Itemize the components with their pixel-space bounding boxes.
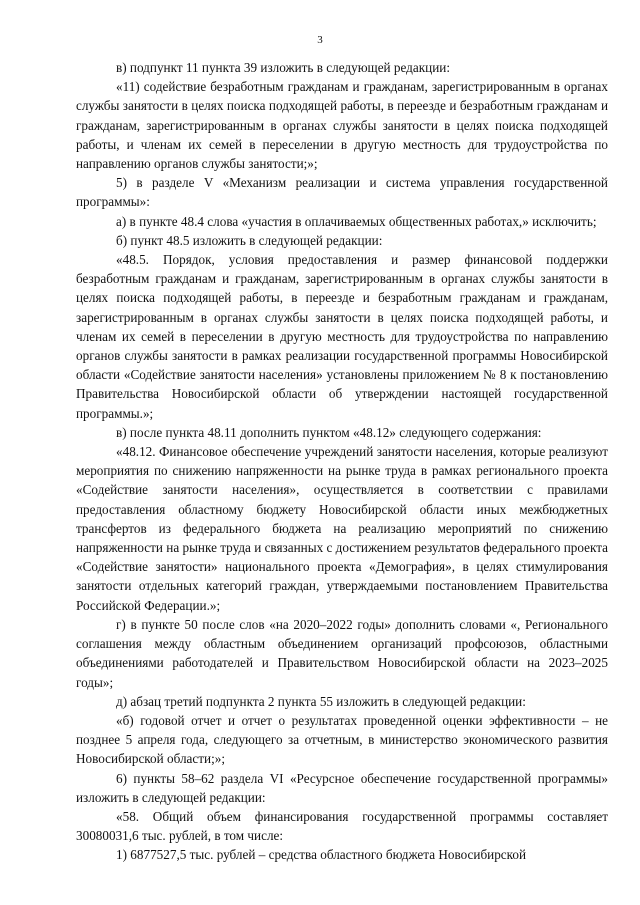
- page-number: 3: [317, 34, 323, 46]
- paragraph: 5) в разделе V «Механизм реализации и система управления государственной программы»:: [76, 175, 608, 210]
- paragraph: д) абзац третий подпункта 2 пункта 55 изложить в следующей редакции:: [116, 693, 526, 709]
- paragraph: в) после пункта 48.11 дополнить пунктом «48.12» следующего содержания:: [116, 424, 542, 440]
- paragraph: г) в пункте 50 после слов «на 2020–2022 годы» дополнить словами «, Регионального соглашения между областным объединением организаций профсоюзов, областными объединениями работодателей и Правительством Новосибирской области на 2023–2025 годы»;: [76, 616, 608, 690]
- paragraph: б) пункт 48.5 изложить в следующей редакции:: [116, 232, 383, 248]
- paragraph: «58. Общий объем финансирования государственной программы составляет 30080031,6 тыс. рублей, в том числе:: [76, 808, 608, 844]
- paragraph: 1) 6877527,5 тыс. рублей – средства областного бюджета Новосибирской: [116, 847, 527, 863]
- paragraph: «48.12. Финансовое обеспечение учреждений занятости населения, которые реализуют мероприятия по снижению напряженности на рынке труда в рамках регионального проекта «Содействие занятости населения», осуществляется в соответствии с правилами предоставления областному бюджету Новосибирской области иных межбюджетных трансфертов из федерального бюджета на реализацию мероприятий по снижению напряженности на рынке труда и связанных с достижением результатов федерального проекта «Содействие занятости» национального проекта «Демография», в целях стимулирования занятости отдельных категорий граждан, утверждаемыми постановлением Правительства Российской Федерации.»;: [76, 444, 608, 613]
- paragraph: а) в пункте 48.4 слова «участия в оплачиваемых общественных работах,» исключить;: [116, 213, 597, 229]
- document-body: [76, 58, 608, 865]
- paragraph: в) подпункт 11 пункта 39 изложить в следующей редакции:: [116, 60, 450, 75]
- paragraph: «11) содействие безработным гражданам и гражданам, зарегистрированным в органах службы занятости в целях поиска подходящей работы, в переезде и безработным гражданам и гражданам, зарегистрированным в органах службы занятости в целях поиска подходящей работы, и членам их семей в переселении в другую местность для трудоустройства по направлению органов службы занятости;»;: [76, 79, 608, 172]
- paragraph: «48.5. Порядок, условия предоставления и размер финансовой поддержки безработным гражданам и гражданам, зарегистрированным в органах службы занятости в целях поиска подходящей работы, в переезде и безработным гражданам и гражданам, зарегистрированным в органах службы занятости в целях поиска подходящей работы, и членам их семей в переселении в другую местность для трудоустройства по направлению органов службы занятости в рамках реализации государственной программы Новосибирской области «Содействие занятости населения» установлены приложением № 8 к постановлению Правительства Новосибирской области об утверждении настоящей государственной программы.»;: [76, 252, 608, 421]
- paragraph: «б) годовой отчет и отчет о результатах проведенной оценки эффективности – не позднее 5 апреля года, следующего за отчетным, в министерство экономического развития Новосибирской области;»;: [76, 712, 608, 767]
- paragraph: 6) пункты 58–62 раздела VI «Ресурсное обеспечение государственной программы» изложить в следующей редакции:: [76, 770, 608, 805]
